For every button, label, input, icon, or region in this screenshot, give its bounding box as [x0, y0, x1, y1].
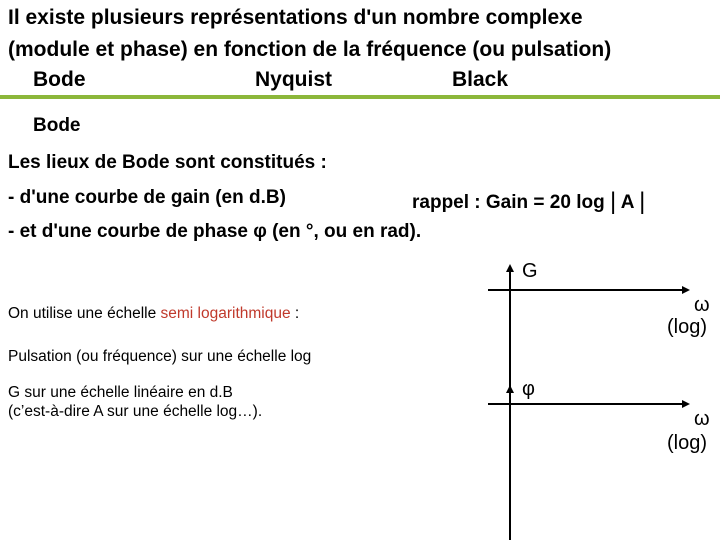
heading-line-2: (module et phase) en fonction de la fréquence (ou pulsation) — [8, 38, 612, 61]
abs-bar-right: | — [639, 188, 646, 215]
gain-axis-label: G — [522, 260, 538, 282]
scale-note — [8, 305, 299, 323]
gain-scale-note: G sur une échelle linéaire en d.B — [8, 384, 233, 401]
rep-nyquist: Nyquist — [255, 68, 333, 91]
phase-omega-arrow-icon — [682, 400, 690, 408]
heading-line-1: Il existe plusieurs représentations d'un nombre complexe — [8, 6, 583, 29]
gain-scale-note-2: (c’est-à-dire A sur une échelle log…). — [8, 403, 263, 420]
abs-bar-left: | — [609, 188, 617, 215]
rep-black: Black — [452, 68, 509, 91]
gain-log-label: (log) — [667, 316, 708, 338]
gain-horizontal-axis — [488, 289, 684, 291]
phase-axis-label: φ — [522, 378, 535, 400]
divider-rule — [0, 95, 720, 99]
gain-formula — [412, 187, 645, 215]
gain-omega-label: ω — [694, 294, 710, 316]
gain-omega-arrow-icon — [682, 286, 690, 294]
gain-vertical-axis — [509, 270, 511, 390]
phase-vertical-axis — [509, 388, 511, 540]
scale-note-pre: On utilise une échelle — [8, 305, 161, 322]
gain-axis-arrow-icon — [506, 264, 514, 272]
scale-note-post: : — [290, 305, 300, 322]
pulsation-note: Pulsation (ou fréquence) sur une échelle log — [8, 348, 312, 365]
gain-curve-item: - d'une courbe de gain (en d.B) — [8, 187, 286, 208]
phase-omega-label: ω — [694, 408, 710, 430]
phase-horizontal-axis — [488, 403, 684, 405]
phase-curve-item: - et d'une courbe de phase φ (en °, ou en rad). — [8, 221, 422, 242]
gain-formula-text: rappel : Gain = 20 log — [412, 192, 605, 213]
section-title: Bode — [33, 115, 81, 136]
phase-log-label: (log) — [667, 432, 708, 454]
rep-bode: Bode — [33, 68, 86, 91]
bode-intro: Les lieux de Bode sont constitués : — [8, 152, 327, 173]
semi-log-highlight: semi logarithmique — [160, 305, 291, 322]
formula-A: A — [620, 192, 634, 213]
phase-axis-arrow-icon — [506, 385, 514, 393]
